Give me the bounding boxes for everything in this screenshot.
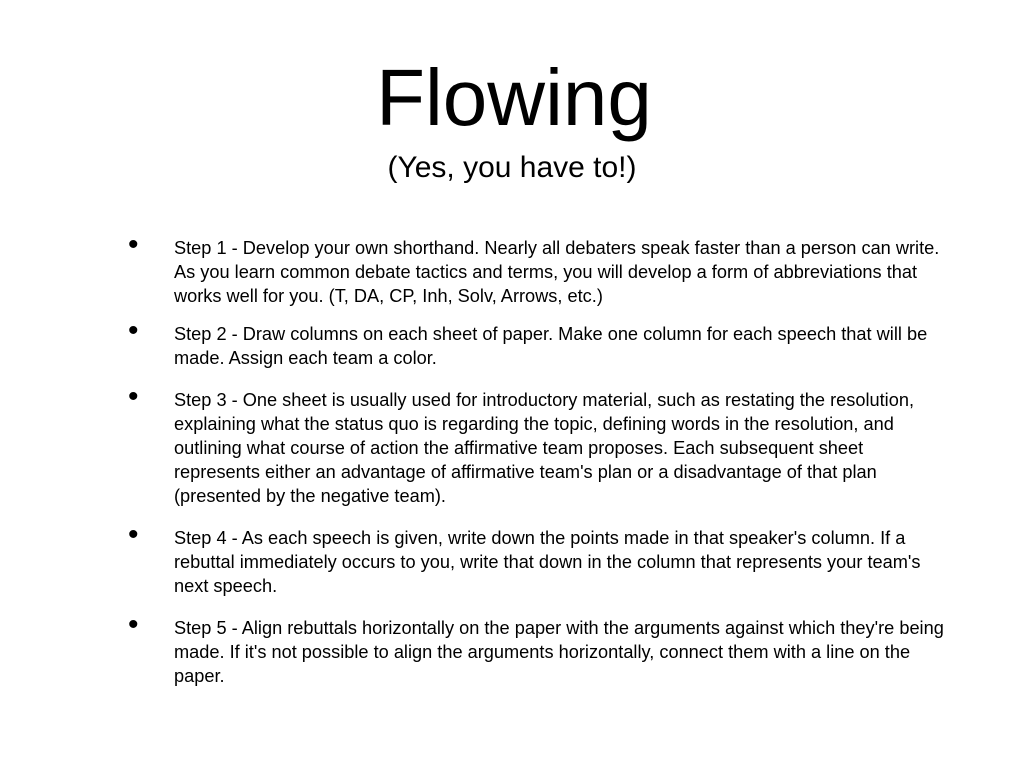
bullet-dot-icon: • [128,314,139,347]
bullet-text: Step 5 - Align rebuttals horizontally on the paper with the arguments against which they're being made. If it's not possible to align the arguments horizontally, connect them with a line on the paper. [174,618,944,686]
bullet-item-step-2 [0,314,1024,370]
slide-subtitle: (Yes, you have to!) [387,151,637,184]
bullet-text: Step 3 - One sheet is usually used for introductory material, such as restating the resolution, explaining what the status quo is regarding the topic, defining words in the resolution, and outlining what course of action the affirmative team proposes. Each subsequent sheet represents either an advantage of affirmative team's plan or a disadvantage of that plan (presented by the negative team). [174,390,915,506]
bullet-list [0,228,1024,688]
bullet-item-step-3 [0,380,1024,508]
bullet-dot-icon: • [128,608,139,641]
bullet-item-step-1 [0,228,1024,308]
bullet-text: Step 1 - Develop your own shorthand. Nearly all debaters speak faster than a person can write. As you learn common debate tactics and terms, you will develop a form of abbreviations that works well for you. (T, DA, CP, Inh, Solv, Arrows, etc.) [174,238,940,306]
bullet-dot-icon: • [128,228,139,261]
bullet-item-step-4 [0,518,1024,598]
bullet-text: Step 4 - As each speech is given, write down the points made in that speaker's column. If a rebuttal immediately occurs to you, write that down in the column that represents your team's next speech. [174,528,921,596]
slide-title: Flowing [376,53,652,142]
bullet-dot-icon: • [128,380,139,413]
bullet-dot-icon: • [128,518,139,551]
bullet-text: Step 2 - Draw columns on each sheet of paper. Make one column for each speech that will be made. Assign each team a color. [174,324,928,368]
bullet-item-step-5 [0,608,1024,688]
